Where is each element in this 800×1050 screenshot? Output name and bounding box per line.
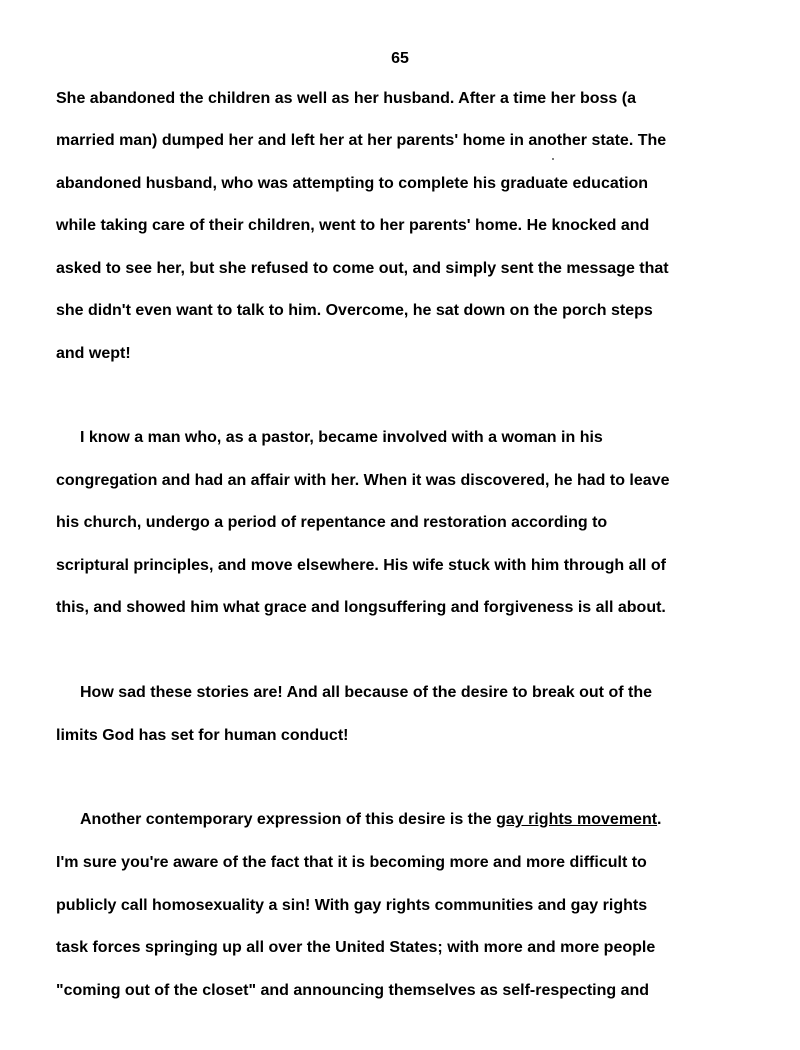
paragraph-line: task forces springing up all over the United States; with more and more people: [56, 939, 656, 956]
paragraph-line: limits God has set for human conduct!: [56, 727, 349, 744]
paragraph-line: publicly call homosexuality a sin! With gay rights communities and gay rights: [56, 897, 648, 914]
paragraph-text: .: [657, 811, 662, 828]
paragraph-line: I know a man who, as a pastor, became involved with a woman in his: [80, 429, 603, 446]
paragraph-line: abandoned husband, who was attempting to complete his graduate education: [56, 175, 649, 192]
scan-speck: [552, 158, 554, 160]
paragraph-line: she didn't even want to talk to him. Overcome, he sat down on the porch steps: [56, 302, 653, 319]
paragraph-line: and wept!: [56, 345, 131, 362]
page-number: 65: [391, 50, 409, 67]
paragraph-line: congregation and had an affair with her. When it was discovered, he had to leave: [56, 472, 670, 489]
paragraph-line: married man) dumped her and left her at her parents' home in another state. The: [56, 132, 667, 149]
paragraph-line: She abandoned the children as well as her husband. After a time her boss (a: [56, 90, 636, 107]
paragraph-line: [80, 809, 662, 831]
paragraph-line: asked to see her, but she refused to come out, and simply sent the message that: [56, 260, 669, 277]
underlined-phrase: gay rights movement: [496, 811, 658, 828]
paragraph-line: How sad these stories are! And all because of the desire to break out of the: [80, 684, 652, 701]
paragraph-line: this, and showed him what grace and longsuffering and forgiveness is all about.: [56, 599, 666, 616]
paragraph-line: his church, undergo a period of repentance and restoration according to: [56, 514, 608, 531]
paragraph-line: "coming out of the closet" and announcing themselves as self-respecting and: [56, 982, 650, 999]
paragraph-text: Another contemporary expression of this desire is the: [80, 811, 497, 828]
paragraph-line: while taking care of their children, went to her parents' home. He knocked and: [56, 217, 650, 234]
paragraph-line: I'm sure you're aware of the fact that it is becoming more and more difficult to: [56, 854, 647, 871]
paragraph-line: scriptural principles, and move elsewhere. His wife stuck with him through all of: [56, 557, 666, 574]
